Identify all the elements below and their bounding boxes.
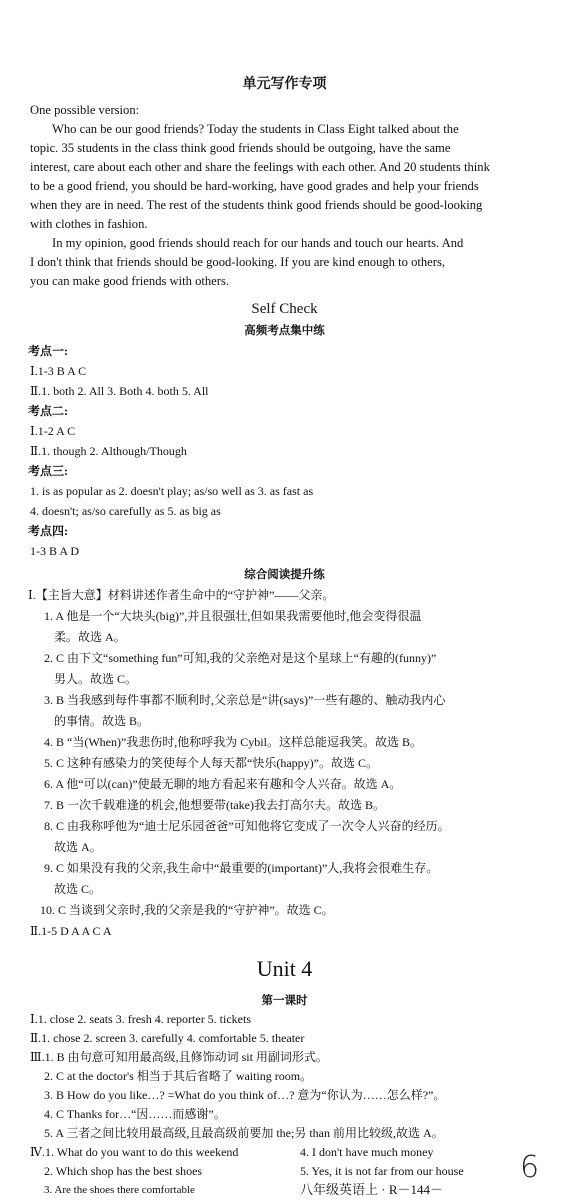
unit-line: 4. C Thanks for…“因……而感谢”。 (44, 1107, 226, 1121)
unit-subtitle: 第一课时 (261, 995, 308, 1007)
essay-line: to be a good friend, you should be hard-working, have good grades and help your friends (30, 179, 479, 193)
answer-line: 1-3 B A D (30, 544, 80, 558)
answer-line: Ⅱ.1. both 2. All 3. Both 4. both 5. All (30, 384, 209, 398)
reading-line: 柔。故选 A。 (54, 630, 126, 644)
unit-line: Ⅱ.1. chose 2. screen 3. carefully 4. comfortable 5. theater (30, 1031, 305, 1045)
section-heading: 考点三: (28, 464, 68, 478)
unit-line: 5. A 三者之间比较用最高级,且最高级前要加 the;另 than 前用比较级,故选 A。 (44, 1126, 444, 1140)
essay-line: Who can be our good friends? Today the students in Class Eight talked about the (52, 122, 459, 136)
unit-line: 4. I don't have much money (300, 1145, 434, 1159)
reading-line: 10. C 当谈到父亲时,我的父亲是我的“守护神”。故选 C。 (40, 903, 334, 917)
reading-title: 综合阅读提升练 (244, 569, 325, 581)
footer-text: 八年级英语上 · R－144－ (300, 1182, 444, 1197)
essay-line: interest, care about each other and share the feelings with each other. And 20 students think (30, 160, 490, 174)
essay-line: In my opinion, good friends should reach for our hands and touch our hearts. And (52, 236, 464, 250)
essay-line: you can make good friends with others. (30, 274, 230, 288)
reading-line: 3. B 当我感到每件事都不顺利时,父亲总是“讲(says)”一些有趣的、触动我内心 (44, 693, 446, 707)
reading-line: Ⅰ.【主旨大意】材料讲述作者生命中的“守护神”——父亲。 (28, 588, 335, 602)
essay-line: I don't think that friends should be good-looking. If you are kind enough to others, (30, 255, 445, 269)
reading-line: 故选 C。 (54, 882, 102, 896)
essay-intro: One possible version: (30, 103, 140, 117)
essay-title: 单元写作专项 (242, 77, 327, 92)
reading-line: 2. C 由下文“something fun”可知,我的父亲绝对是这个星球上“有趣的(funny)” (44, 651, 437, 665)
reading-line: 9. C 如果没有我的父亲,我生命中“最重要的(important)”人,我将会很难生存。 (44, 861, 439, 875)
section-heading: 考点二: (28, 404, 68, 418)
reading-line: 6. A 他“可以(can)”使最无聊的地方看起来有趣和令人兴奋。故选 A。 (44, 777, 402, 791)
unit-line: 2. Which shop has the best shoes (44, 1164, 203, 1178)
essay-line: topic. 35 students in the class think good friends should be outgoing, have the same (30, 141, 451, 155)
essay-line: when they are in need. The rest of the students think good friends should be good-looking (30, 198, 483, 212)
reading-line: 5. C 这种有感染力的笑使每个人每天都“快乐(happy)”。故选 C。 (44, 756, 378, 770)
reading-line: Ⅱ.1-5 D A A C A (30, 924, 112, 938)
reading-line: 男人。故选 C。 (54, 672, 138, 686)
answer-line: 1. is as popular as 2. doesn't play; as/so well as 3. as fast as (30, 484, 314, 498)
answer-line: Ⅰ.1-2 A C (30, 424, 76, 438)
answer-line: Ⅱ.1. though 2. Although/Though (30, 444, 187, 458)
reading-line: 8. C 由我称呼他为“迪士尼乐园爸爸”可知他将它变成了一次令人兴奋的经历。 (44, 819, 450, 833)
handwritten-page-number: 6 (520, 1150, 540, 1185)
answer-line: 4. doesn't; as/so carefully as 5. as big as (30, 504, 221, 518)
self-check-title: Self Check (251, 301, 318, 317)
reading-line: 的事情。故选 B。 (54, 714, 150, 728)
reading-line: 1. A 他是一个“大块头(big)”,并且很强壮,但如果我需要他时,他会变得很温 (44, 609, 422, 623)
answer-line: Ⅰ.1-3 B A C (30, 364, 87, 378)
self-check-subtitle: 高频考点集中练 (244, 325, 325, 337)
unit-line: 3. B How do you like…? =What do you think of…? 意为“你认为……怎么样?”。 (44, 1088, 446, 1102)
section-heading: 考点一: (28, 344, 68, 358)
reading-line: 故选 A。 (54, 840, 102, 854)
section-heading: 考点四: (28, 524, 68, 538)
unit-line: Ⅲ.1. B 由句意可知用最高级,且修饰动词 sit 用副词形式。 (30, 1050, 328, 1064)
unit-line: 3. Are the shoes there comfortable (44, 1184, 195, 1196)
unit-title: Unit 4 (256, 956, 313, 981)
unit-line: 5. Yes, it is not far from our house (300, 1164, 464, 1178)
reading-line: 4. B “当(When)”我悲伤时,他称呼我为 Cybil。这样总能逗我笑。故选 B。 (44, 735, 422, 749)
unit-line: 2. C at the doctor's 相当于其后省略了 waiting room。 (44, 1069, 313, 1083)
unit-line: Ⅰ.1. close 2. seats 3. fresh 4. reporter 5. tickets (30, 1012, 252, 1026)
unit-line: Ⅳ.1. What do you want to do this weekend (30, 1145, 239, 1159)
essay-line: with clothes in fashion. (30, 217, 148, 231)
reading-line: 7. B 一次千载难逢的机会,他想要带(take)我去打高尔夫。故选 B。 (44, 798, 385, 812)
